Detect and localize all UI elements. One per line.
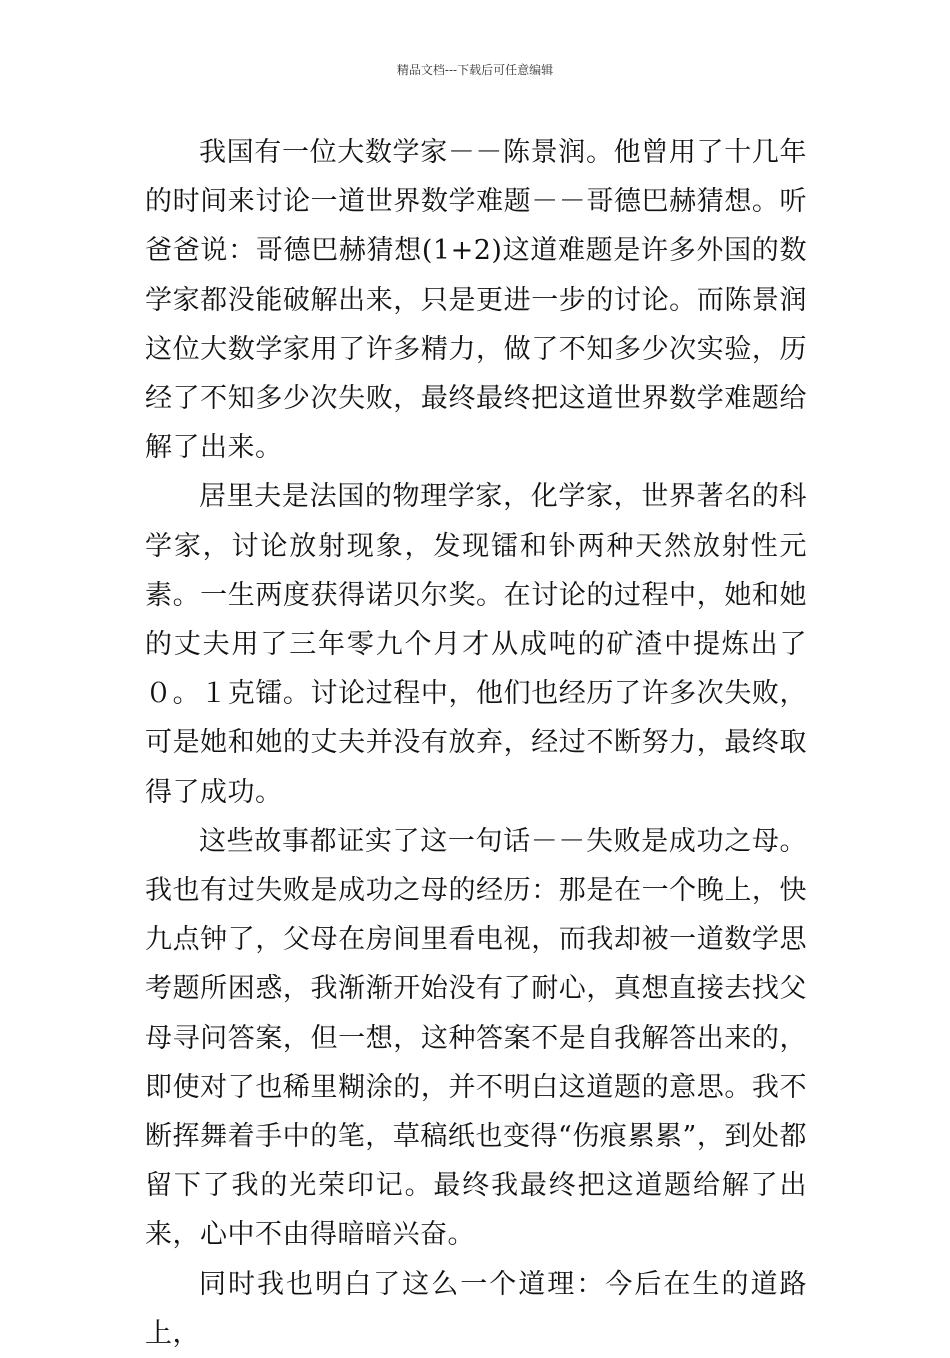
- paragraph-personal-story: 这些故事都证实了这一句话－－失败是成功之母。我也有过失败是成功之母的经历：那是在一个晚上，快九点钟了，父母在房间里看电视，而我却被一道数学思考题所困惑，我渐渐开始没有了耐心，真想直接去找父母寻问答案，但一想，这种答案不是自我解答出来的，即使对了也稀里糊涂的，并不明白这道题的意思。我不断挥舞着手中的笔，草稿纸也变得“伤痕累累”，到处都留下了我的光荣印记。最终我最终把这道题给解了出来，心中不由得暗暗兴奋。: [145, 825, 807, 1251]
- document-body: [145, 128, 807, 1358]
- paragraph-chen-jingrun: 我国有一位大数学家－－陈景润。他曾用了十几年的时间来讨论一道世界数学难题－－哥德巴赫猜想。听爸爸说：哥德巴赫猜想(1+2)这道难题是许多外国的数学家都没能破解出来，只是更进一步的讨论。而陈景润这位大数学家用了许多精力，做了不知多少次实验，历经了不知多少次失败，最终最终把这道世界数学难题给解了出来。: [145, 137, 807, 464]
- paragraph-curie: 居里夫是法国的物理学家，化学家，世界著名的科学家，讨论放射现象，发现镭和钋两种天然放射性元素。一生两度获得诺贝尔奖。在讨论的过程中，她和她的丈夫用了三年零九个月才从成吨的矿渣中提炼出了０。１克镭。讨论过程中，他们也经历了许多次失败，可是她和她的丈夫并没有放弃，经过不断努力，最终取得了成功。: [145, 481, 807, 808]
- paragraph-conclusion: 同时我也明白了这么一个道理：今后在生的道路上，: [145, 1268, 807, 1349]
- page-header: 精品文档---下载后可任意编辑: [396, 63, 554, 77]
